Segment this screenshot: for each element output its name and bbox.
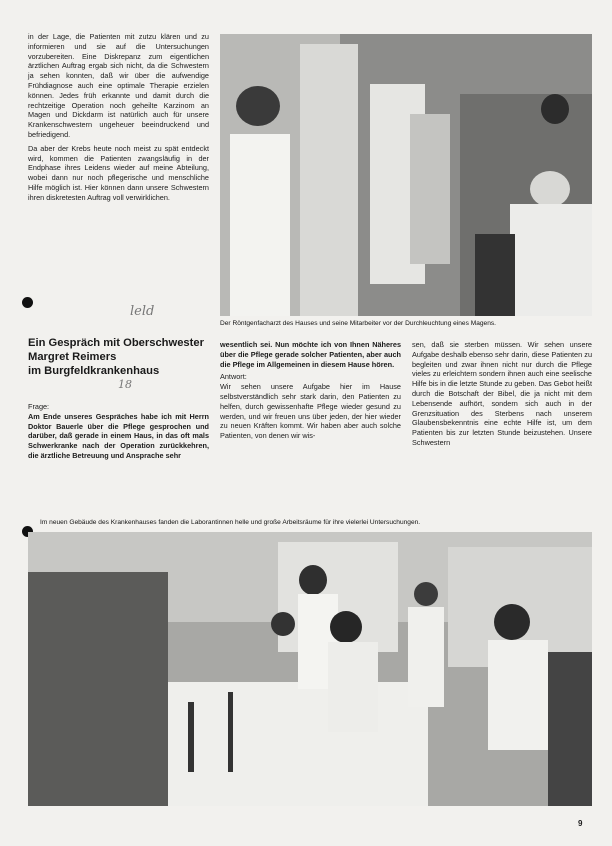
right-text-column	[412, 340, 592, 448]
top-photo-caption: Der Röntgenfacharzt des Hauses und seine Mitarbeiter vor der Durchleuchtung eines Magens.	[220, 320, 496, 327]
xray-room-photo	[220, 34, 592, 316]
intro-paragraph-2: Da aber der Krebs heute noch meist zu spät entdeckt wird, kommen die Patienten zwangsläufig in der Endphase ihres Leidens wieder auf meine Abteilung, wobei dann nur noch pflegerische und menschliche Hilfe möglich ist. Hier können dann unsere Schwestern ihren diskretesten Auftrag voll verwirklichen.	[28, 143, 209, 202]
headline-line-1: Ein Gespräch mit Oberschwester	[28, 337, 204, 349]
top-left-text-column	[28, 32, 209, 203]
middle-text-column	[220, 340, 401, 441]
laboratory-photo	[28, 532, 592, 806]
page-number: 9	[578, 819, 583, 828]
xray-room-photo-drawing	[220, 34, 592, 316]
laboratory-photo-drawing	[28, 532, 592, 806]
interview-headline	[28, 336, 213, 378]
answer-continuation: sen, daß sie sterben müssen. Wir sehen unsere Aufgabe deshalb ebenso sehr darin, diese Patienten zu begleiten und zwar ihnen nicht nur durch die Pflege vieles zu erleichtern sondern ihnen auch eine seelische Hilfe bis in die letzte Stunde zu geben. Das Gebot heißt durch die Botschaft der Bibel, die ja nicht mit dem Lebensende aufhört, sondern sich auch in der Grenzsituation des Sterbens nach unserem Glaubensbekenntnis eine echte Hilfe ist, um dem Patienten bis zur letzten Stunde beizustehen. Unsere Schwestern	[412, 340, 592, 447]
answer-label: Antwort:	[220, 372, 247, 382]
handwritten-mark-top: leld	[130, 304, 155, 319]
bottom-photo-caption: Im neuen Gebäude des Krankenhauses fanden die Laborantinnen helle und große Arbeitsräume für ihre vielerlei Untersuchungen.	[40, 519, 421, 526]
intro-paragraph-1: in der Lage, die Patienten mit zutzu klären und zu informieren und sie auf die Untersuchungen vorzubereiten. Eine Diskrepanz zum eigentlichen ärztlichen Auftrag ergab sich nicht, da die Schwestern ja sehen konnten, daß wir über die aufwendige Frühdiagnose auch eine optimale Therapie erzielen können. Jedes früh erkannte und damit durch die rechtzeitige Operation noch geheilte Karzinom an Magen und Dickdarm ist natürlich auch für unsere Krankenschwestern ungeheuer beeindruckend und befriedigend.	[28, 32, 209, 139]
headline-line-2: Margret Reimers	[28, 351, 117, 363]
question-text: Am Ende unseres Gespräches habe ich mit Herrn Doktor Bauerle über die Pflege gesprochen und darüber, daß gerade in einem Haus, in das oft mals Schwerkranke nach der Operation zurückkehren, die ärztliche Betreuung und Ansprache sehr	[28, 411, 209, 460]
answer-text: Wir sehen unsere Aufgabe hier im Hause selbstverständlich sehr stark darin, den Patienten zu helfen, durch gewissenhafte Pflege wieder gesund zu werden, und wir freuen uns über jeden, der hier wieder zu neuen Kräften kommt. Wir haben aber auch solche Patienten, von denen wir wis-	[220, 382, 401, 441]
punch-hole-top	[22, 297, 33, 308]
question-column	[28, 402, 209, 461]
headline-line-3: im Burgfeldkrankenhaus	[28, 365, 160, 377]
question-continuation: wesentlich sei. Nun möchte ich von Ihnen Näheres über die Pflege gerade solcher Patienten, aber auch die Pflege im Allgemeinen in diesem Hause hören.	[220, 340, 401, 369]
question-label: Frage:	[28, 402, 50, 411]
handwritten-mark-mid: 18	[118, 378, 132, 391]
